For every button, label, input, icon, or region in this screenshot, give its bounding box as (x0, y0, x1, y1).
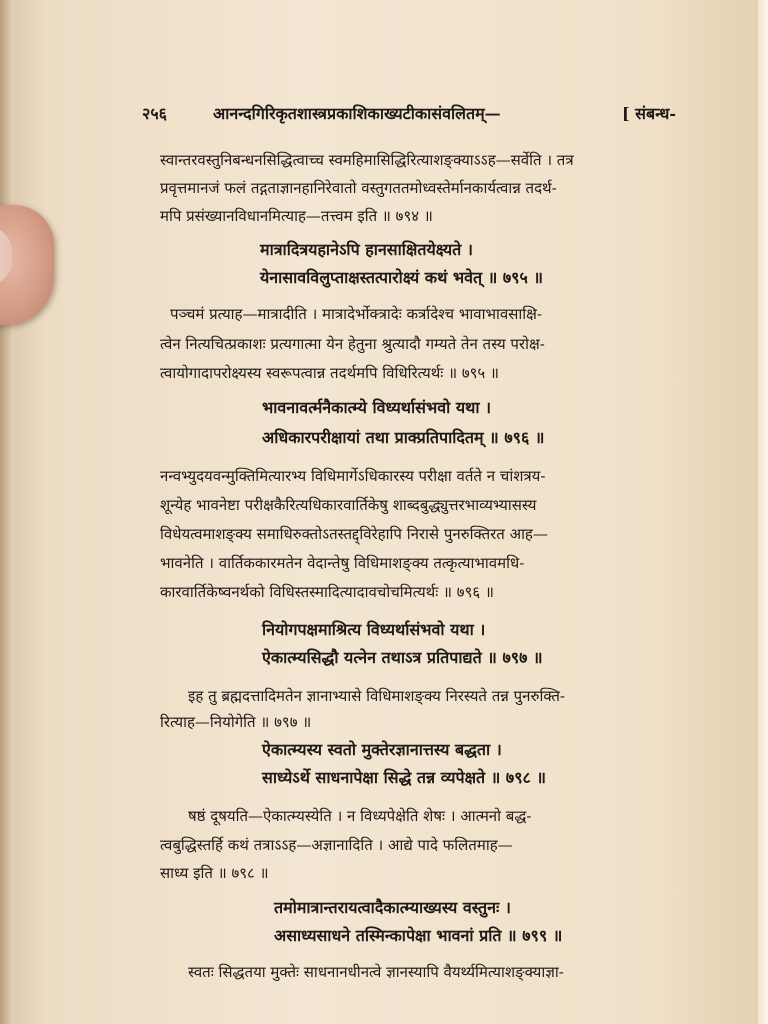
thumb-holding-page (0, 205, 54, 325)
verse-line: ऐकात्म्यसिद्धौ यत्नेन तथाऽत्र प्रतिपाद्यते ॥ ७९७ ॥ (262, 648, 543, 667)
running-title: आनन्दगिरिकृतशास्त्रप्रकाशिकाख्यटीकासंवलितम्— (213, 104, 501, 123)
commentary-line: त्वायोगादापरोक्ष्यस्य स्वरूपत्वान्न तदर्थमपि विधिरित्यर्थः ॥ ७९५ ॥ (160, 364, 499, 382)
commentary-line: षष्ठं दूषयति—ऐकात्म्यस्येति । न विध्यपेक्षेति शेषः । आत्मनो बद्ध- (188, 807, 532, 825)
commentary-line: विधेयत्वमाशङ्क्य समाधिरुक्तोऽतस्तद्द्विरेहापि निरासे पुनरुक्तिरत आह— (160, 525, 548, 543)
verse-line: तमोमात्रान्तरायत्वादैकात्म्याख्यस्य वस्तुनः । (274, 898, 511, 917)
commentary-line: इह तु ब्रह्मदत्तादिमतेन ज्ञानाभ्यासे विधिमाशङ्क्य निरस्यते तन्न पुनरुक्ति- (188, 687, 565, 705)
commentary-line: भावनेति । वार्तिककारमतेन वेदान्तेषु विधिमाशङ्क्य तत्कृत्याभावमधि- (160, 554, 525, 572)
verse-line: मात्रादित्रयहानेऽपि हानसाक्षितयेक्ष्यते । (260, 240, 473, 259)
commentary-line: त्वबुद्धिस्तर्हि कथं तत्राऽऽह—अज्ञानादिति । आद्ये पादे फलितमाह— (160, 836, 513, 854)
page-number: २५६ (142, 104, 167, 123)
commentary-line: रित्याह—नियोगेति ॥ ७९७ ॥ (160, 713, 312, 731)
commentary-line: साध्य इति ॥ ७९८ ॥ (160, 864, 269, 882)
verse-line: साध्येऽर्थे साधनापेक्षा सिद्धे तन्न व्यपेक्षते ॥ ७९८ ॥ (262, 768, 547, 787)
commentary-line: मपि प्रसंख्यानविधानमित्याह—तत्त्वम इति ॥ ७९४ ॥ (160, 207, 433, 225)
verse-line: नियोगपक्षमाश्रित्य विध्यर्थासंभवो यथा । (262, 620, 486, 639)
commentary-line: स्वतः सिद्धतया मुक्तेः साधनानधीनत्वे ज्ञानस्यापि वैयर्थ्यमित्याशङ्क्याज्ञा- (188, 963, 564, 981)
page-right-edge (758, 0, 768, 1024)
verse-line: येनासावविलुप्ताक्षस्तत्पारोक्ष्यं कथं भवेत् ॥ ७९५ ॥ (260, 268, 543, 287)
commentary-line: त्वेन नित्यचित्प्रकाशः प्रत्यगात्मा येन हेतुना श्रुत्यादौ गम्यते तेन तस्य परोक्ष- (160, 335, 545, 353)
thumbnail-nail (0, 227, 12, 285)
section-label: [ संबन्ध- (622, 104, 677, 123)
commentary-line: नन्वभ्युदयवन्मुक्तिमित्यारभ्य विधिमार्गेऽधिकारस्य परीक्षा वर्तते न चांशत्रय- (160, 467, 546, 485)
verse-line: भावनावर्त्मनैकात्म्ये विध्यर्थासंभवो यथा । (262, 398, 492, 417)
commentary-line: प्रवृत्तमानजं फलं तद्गताज्ञानहानिरेवातो वस्तुगततमोध्वस्तेर्मानकार्यत्वान्न तदर्थ- (160, 179, 557, 197)
commentary-line: पञ्चमं प्रत्याह—मात्रादीति । मात्रादेर्भोक्त्रादेः कर्त्रादेश्च भावाभावसाक्षि- (170, 305, 543, 323)
verse-line: ऐकात्म्यस्य स्वतो मुक्तेरज्ञानात्तस्य बद्धता । (262, 740, 502, 759)
commentary-line: कारवार्तिकेष्वनर्थको विधिस्तस्मादित्यादावचोचमित्यर्थः ॥ ७९६ ॥ (160, 583, 494, 601)
commentary-line: स्वान्तरवस्तुनिबन्धनसिद्धित्वाच्च स्वमहिमासिद्धिरित्याशङ्क्याऽऽह—सर्वेति । तत्र (160, 151, 574, 169)
verse-line: असाध्यसाधने तस्मिन्कापेक्षा भावनां प्रति ॥ ७९९ ॥ (274, 926, 563, 945)
page-gutter (0, 0, 14, 1024)
commentary-line: शून्येह भावनेष्टा परीक्षकैरित्यधिकारवार्तिकेषु शाब्दबुद्ध्युत्तरभाव्यभ्यासस्य (160, 496, 537, 514)
verse-line: अधिकारपरीक्षायां तथा प्राक्प्रतिपादितम् ॥ ७९६ ॥ (262, 428, 545, 447)
